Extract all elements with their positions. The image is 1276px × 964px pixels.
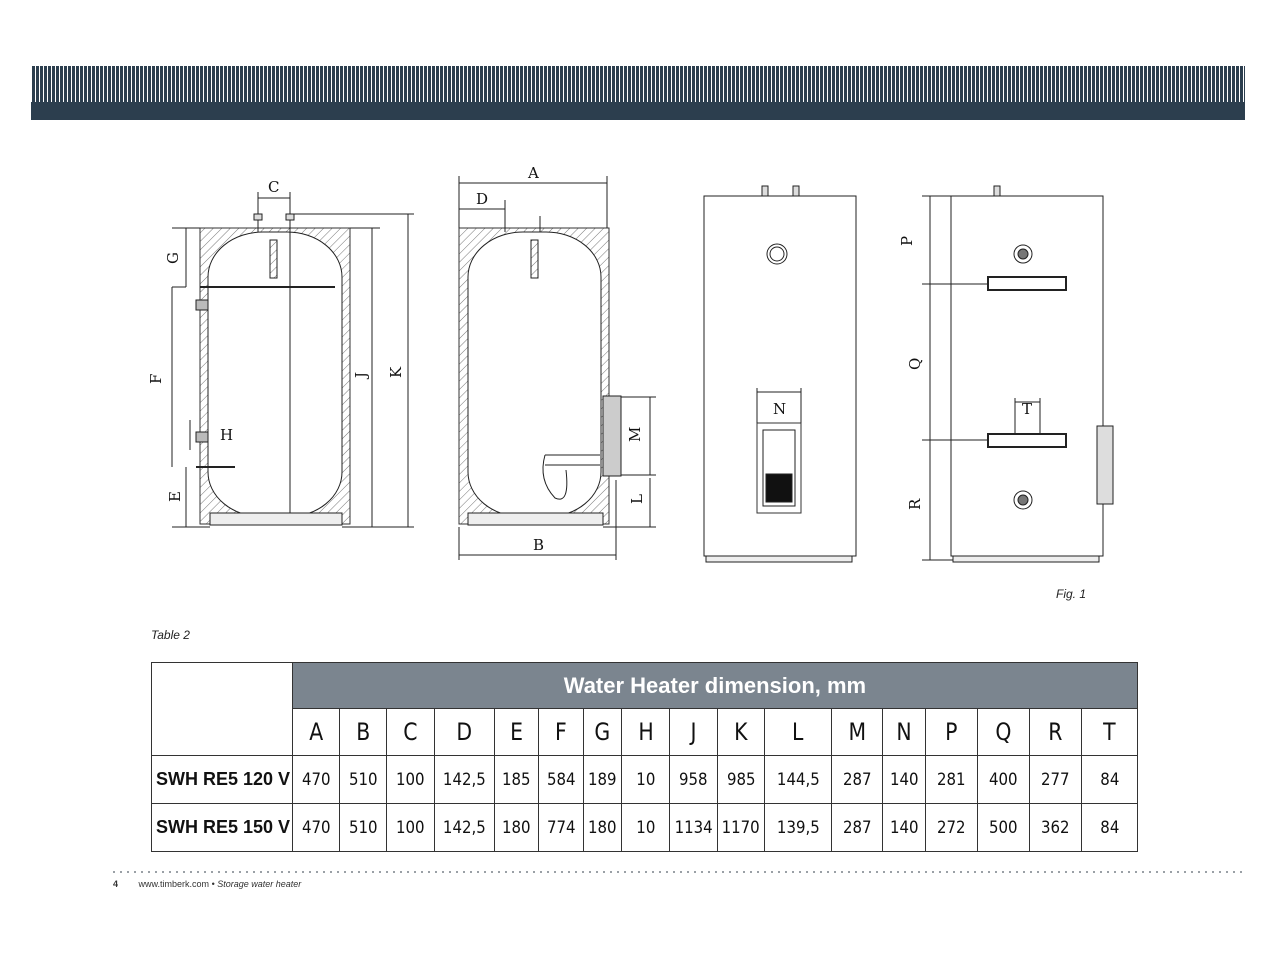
label-L: L [628, 494, 646, 504]
footer-separator: • [211, 879, 215, 889]
column-header: T [1081, 709, 1137, 756]
table-cell: 1170 [717, 804, 765, 852]
table-cell: 470 [292, 756, 339, 804]
table-cell: 281 [925, 756, 977, 804]
label-A: A [528, 164, 539, 182]
page-footer [113, 879, 301, 889]
label-M: M [626, 426, 644, 442]
table-cell: 510 [340, 756, 387, 804]
table-corner-cell [152, 663, 293, 756]
column-header: N [883, 709, 925, 756]
label-G: G [164, 252, 182, 264]
table-cell: 142,5 [434, 756, 494, 804]
label-Q: Q [906, 357, 924, 370]
footer-site: www.timberk.com [138, 879, 210, 889]
label-T: T [1022, 400, 1033, 418]
column-header: E [494, 709, 538, 756]
label-K: K [387, 366, 405, 378]
label-B: B [533, 536, 545, 554]
column-header: L [765, 709, 831, 756]
table-cell: 287 [831, 756, 883, 804]
label-P: P [898, 235, 916, 246]
table-cell: 10 [622, 756, 670, 804]
column-header: M [831, 709, 883, 756]
column-header: Q [977, 709, 1029, 756]
label-H: H [220, 426, 234, 444]
column-header: C [387, 709, 434, 756]
label-R: R [906, 498, 924, 510]
table-cell: 84 [1081, 756, 1137, 804]
table-cell: 362 [1029, 804, 1081, 852]
dimension-table [151, 662, 1138, 852]
table-title: Water Heater dimension, mm [292, 663, 1137, 709]
table-cell: 470 [292, 804, 339, 852]
table-cell: 100 [387, 804, 434, 852]
column-header-row [152, 709, 1138, 756]
footer-divider [113, 871, 1245, 873]
table-caption: Table 2 [151, 628, 190, 642]
table-cell: 139,5 [765, 804, 831, 852]
label-J: J [352, 371, 370, 378]
column-header: G [583, 709, 622, 756]
table-cell: 142,5 [434, 804, 494, 852]
label-E: E [166, 491, 184, 502]
table-cell: 10 [622, 804, 670, 852]
table-cell: 100 [387, 756, 434, 804]
table-cell: 84 [1081, 804, 1137, 852]
table-cell: 189 [583, 756, 622, 804]
table-cell: 277 [1029, 756, 1081, 804]
table-cell: 180 [583, 804, 622, 852]
label-D: D [476, 190, 489, 208]
label-F: F [147, 373, 165, 384]
table-row [152, 756, 1138, 804]
label-N: N [773, 400, 787, 418]
column-header: A [292, 709, 339, 756]
table-cell: 500 [977, 804, 1029, 852]
table-cell: 144,5 [765, 756, 831, 804]
page-number: 4 [113, 879, 119, 889]
table-cell: 180 [494, 804, 538, 852]
table-cell: 272 [925, 804, 977, 852]
column-header: F [539, 709, 583, 756]
table-cell: 185 [494, 756, 538, 804]
figure-caption: Fig. 1 [1056, 587, 1087, 601]
label-C: C [268, 178, 280, 196]
column-header: P [925, 709, 977, 756]
table-cell: 510 [340, 804, 387, 852]
table-row [152, 804, 1138, 852]
table-cell: 958 [669, 756, 717, 804]
table-cell: 1134 [669, 804, 717, 852]
table-cell: 287 [831, 804, 883, 852]
table-cell: 584 [539, 756, 583, 804]
table-cell: 140 [883, 804, 925, 852]
table-cell: 140 [883, 756, 925, 804]
column-header: D [434, 709, 494, 756]
column-header: K [717, 709, 765, 756]
column-header: R [1029, 709, 1081, 756]
table-cell: 400 [977, 756, 1029, 804]
column-header: H [622, 709, 670, 756]
row-model: SWH RE5 150 V [152, 804, 293, 852]
footer-doc-title: Storage water heater [217, 879, 302, 889]
dimension-drawing [0, 160, 1276, 580]
header-band [31, 66, 1245, 120]
column-header: B [340, 709, 387, 756]
row-model: SWH RE5 120 V [152, 756, 293, 804]
table-cell: 774 [539, 804, 583, 852]
table-cell: 985 [717, 756, 765, 804]
column-header: J [669, 709, 717, 756]
